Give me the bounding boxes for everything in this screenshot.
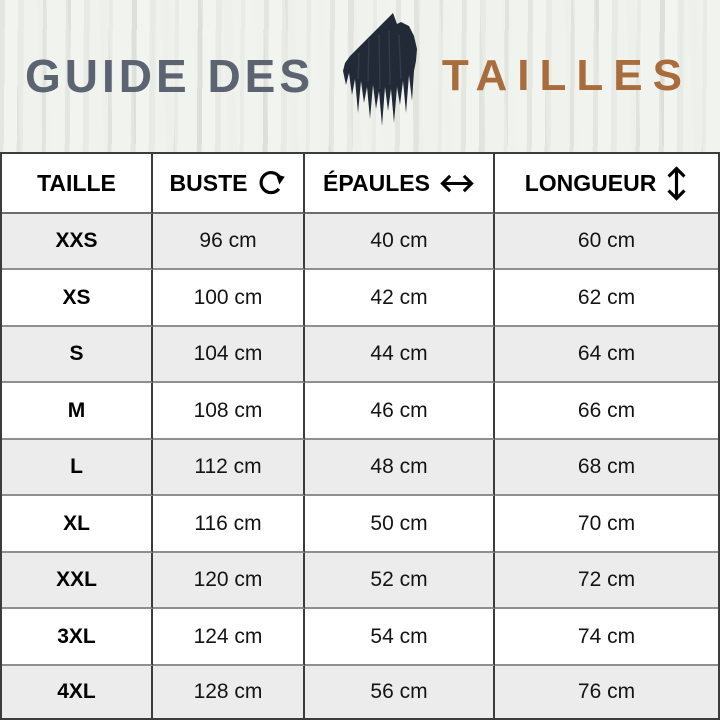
cell-length: 76 cm: [495, 666, 718, 718]
howling-wolf-icon: [335, 9, 421, 129]
cell-bust: 116 cm: [153, 496, 305, 552]
title-tailles: TAILLES: [441, 51, 692, 100]
vertical-arrow-icon: [665, 165, 688, 202]
cell-size: S: [2, 327, 153, 383]
cell-size: 3XL: [2, 609, 153, 665]
column-header-taille: [2, 154, 153, 214]
cell-bust: 100 cm: [153, 270, 305, 326]
table-row: [2, 270, 718, 326]
cell-size: XS: [2, 270, 153, 326]
header-banner: [0, 0, 720, 152]
cell-bust: 108 cm: [153, 383, 305, 439]
cell-shoulders: 42 cm: [305, 270, 495, 326]
cell-length: 64 cm: [495, 327, 718, 383]
table-header: [2, 154, 718, 214]
cell-size: M: [2, 383, 153, 439]
cell-bust: 120 cm: [153, 553, 305, 609]
table-row: [2, 553, 718, 609]
table-row: [2, 666, 718, 718]
column-header-longueur: [495, 154, 718, 214]
cell-size: 4XL: [2, 666, 153, 718]
cell-shoulders: 54 cm: [305, 609, 495, 665]
table-row: [2, 609, 718, 665]
cell-bust: 96 cm: [153, 214, 305, 270]
size-table-body: [2, 214, 718, 718]
column-label: ÉPAULES: [323, 169, 430, 196]
cell-length: 60 cm: [495, 214, 718, 270]
cell-length: 70 cm: [495, 496, 718, 552]
cell-length: 72 cm: [495, 553, 718, 609]
column-header-buste: [153, 154, 305, 214]
rotate-icon: [256, 168, 286, 198]
cell-size: L: [2, 440, 153, 496]
column-label: LONGUEUR: [524, 169, 657, 196]
cell-size: XXL: [2, 553, 153, 609]
table-row: [2, 327, 718, 383]
cell-shoulders: 56 cm: [305, 666, 495, 718]
cell-bust: 104 cm: [153, 327, 305, 383]
column-label: BUSTE: [169, 169, 248, 196]
cell-length: 62 cm: [495, 270, 718, 326]
cell-length: 74 cm: [495, 609, 718, 665]
column-header-epaules: [305, 154, 495, 214]
table-row: [2, 440, 718, 496]
size-guide-table: [0, 152, 720, 720]
cell-shoulders: 40 cm: [305, 214, 495, 270]
cell-shoulders: 50 cm: [305, 496, 495, 552]
table-row: [2, 383, 718, 439]
cell-length: 66 cm: [495, 383, 718, 439]
table-row: [2, 496, 718, 552]
cell-shoulders: 52 cm: [305, 553, 495, 609]
cell-size: XL: [2, 496, 153, 552]
cell-shoulders: 44 cm: [305, 327, 495, 383]
cell-length: 68 cm: [495, 440, 718, 496]
cell-bust: 112 cm: [153, 440, 305, 496]
horizontal-arrow-icon: [439, 172, 475, 195]
cell-shoulders: 46 cm: [305, 383, 495, 439]
cell-bust: 124 cm: [153, 609, 305, 665]
column-label: TAILLE: [37, 169, 116, 196]
table-row: [2, 214, 718, 270]
cell-bust: 128 cm: [153, 666, 305, 718]
cell-shoulders: 48 cm: [305, 440, 495, 496]
cell-size: XXS: [2, 214, 153, 270]
title-guide-des: GUIDE DES: [25, 50, 315, 102]
